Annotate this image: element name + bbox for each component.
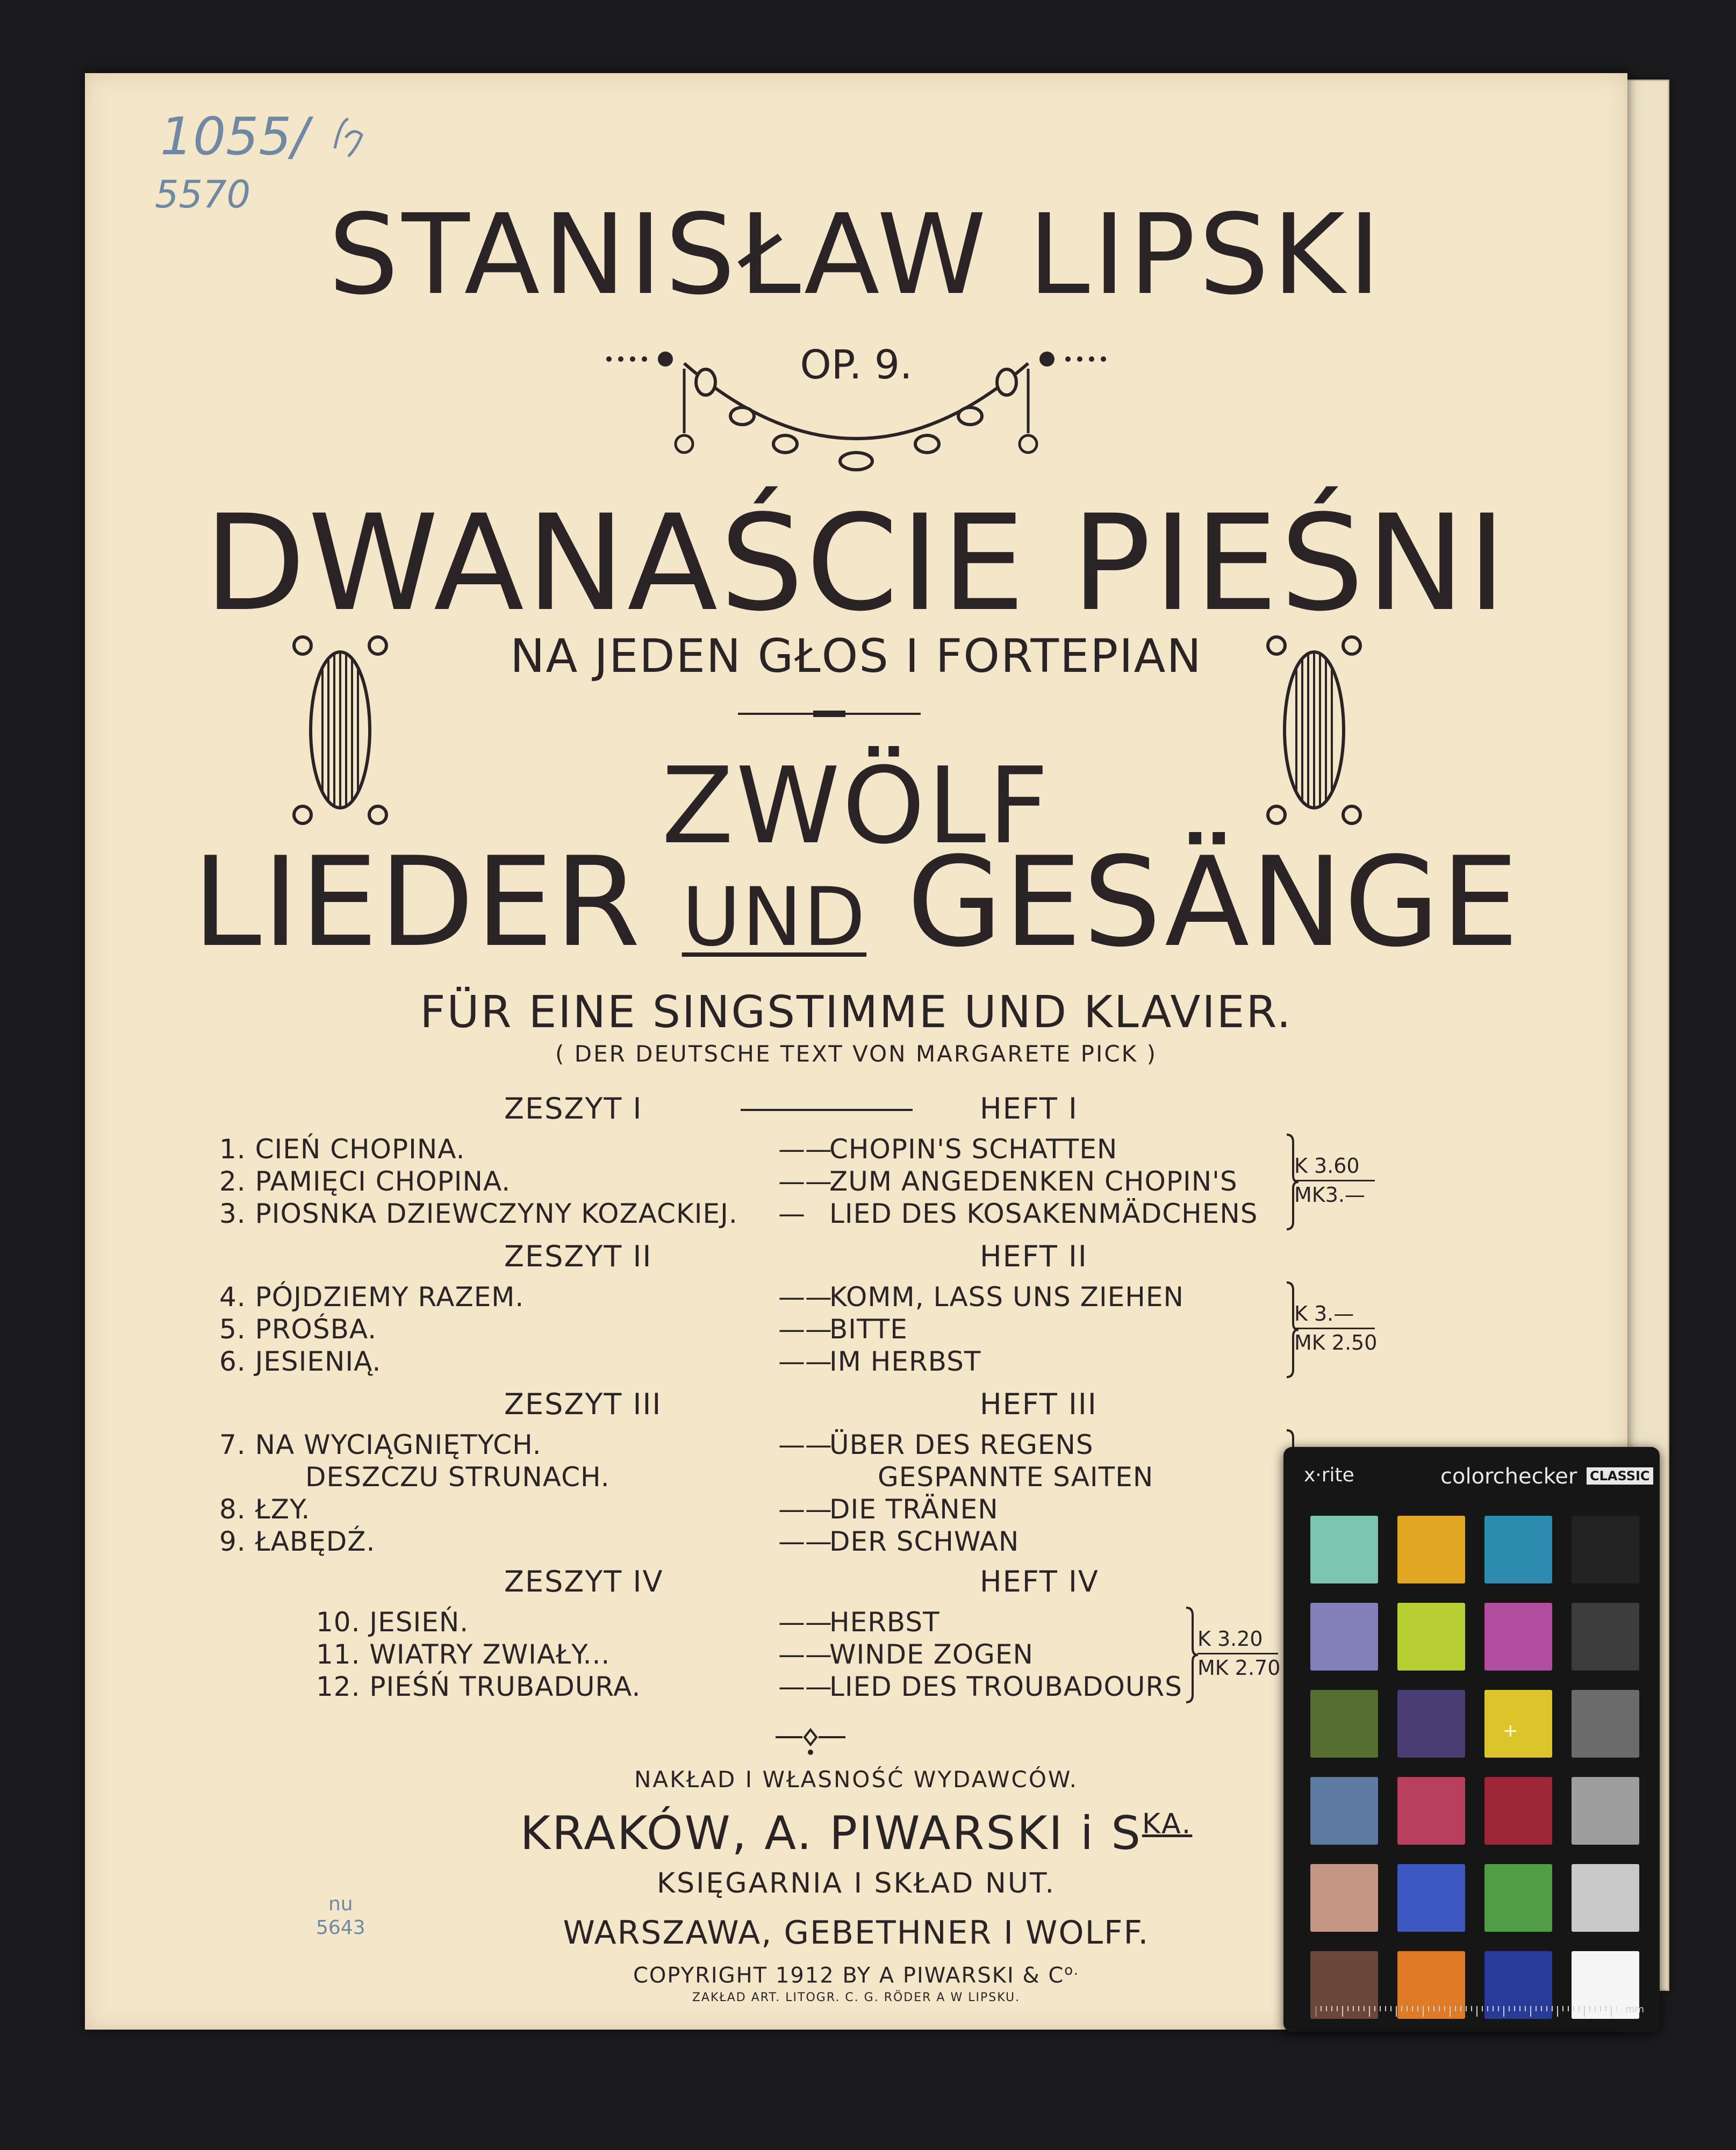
publisher-main-text: KRAKÓW, A. PIWARSKI i S: [520, 1807, 1142, 1860]
subtitle-german: FÜR EINE SINGSTIMME UND KLAVIER.: [420, 987, 1293, 1038]
ruler-unit: mm: [1625, 2004, 1645, 2015]
title-polish: DWANAŚCIE PIEŚNI: [204, 487, 1509, 641]
library-stamp-top: nu: [328, 1893, 353, 1915]
song-dash: ——: [778, 1166, 832, 1197]
song-title-polish: DESZCZU STRUNACH.: [305, 1461, 610, 1493]
group-brace: [1285, 1281, 1301, 1378]
publisher-divider-ornament: [776, 1726, 845, 1759]
group-brace: [1184, 1607, 1200, 1703]
copyright-sup: o.: [1064, 1962, 1080, 1979]
price-mark: MK3.—: [1294, 1183, 1365, 1207]
volume-heading-polish: ZESZYT III: [504, 1387, 662, 1421]
song-dash: ——: [778, 1639, 832, 1670]
color-patch: [1572, 1864, 1639, 1932]
song-title-polish: 6. JESIENIĄ.: [219, 1346, 382, 1377]
song-title-german: ÜBER DES REGENS: [829, 1429, 1094, 1460]
song-title-polish: 10. JESIEŃ.: [316, 1607, 469, 1638]
song-dash: —: [778, 1198, 805, 1229]
title-word-gesange: GESÄNGE: [907, 831, 1520, 974]
volume-heading-polish: ZESZYT I: [504, 1092, 643, 1126]
group-brace: [1285, 1134, 1301, 1230]
song-dash: ——: [778, 1134, 832, 1165]
volume-heading-german: HEFT I: [980, 1092, 1078, 1126]
price-rule: [1294, 1328, 1375, 1329]
title-word-lieder: LIEDER: [192, 831, 642, 974]
volume-heading-german: HEFT IV: [980, 1565, 1099, 1599]
song-title-german: WINDE ZOGEN: [829, 1639, 1034, 1670]
printer-line: ZAKŁAD ART. LITOGR. C. G. RÖDER A W LIPSKU.: [692, 1991, 1021, 2004]
subtitle-polish: NA JEDEN GŁOS I FORTEPIAN: [510, 629, 1202, 683]
price-mark: MK 2.50: [1294, 1331, 1378, 1354]
millimeter-ruler: [1316, 2006, 1617, 2019]
color-patch: [1310, 1777, 1378, 1845]
color-patch: [1397, 1516, 1465, 1583]
song-dash: ——: [778, 1607, 832, 1638]
publisher-sub: KSIĘGARNIA I SKŁAD NUT.: [656, 1867, 1056, 1900]
song-title-polish: 8. ŁZY.: [219, 1494, 311, 1525]
color-patch: [1310, 1864, 1378, 1932]
song-dash: ——: [778, 1346, 832, 1377]
song-title-polish: 7. NA WYCIĄGNIĘTYCH.: [219, 1429, 542, 1460]
song-title-german: DER SCHWAN: [829, 1526, 1020, 1557]
song-title-polish: 1. CIEŃ CHOPINA.: [219, 1134, 465, 1165]
color-patch: [1397, 1864, 1465, 1932]
song-title-polish: 4. PÓJDZIEMY RAZEM.: [219, 1281, 525, 1313]
song-title-german: IM HERBST: [829, 1346, 981, 1377]
color-patch: [1484, 1690, 1552, 1758]
color-patch: [1397, 1777, 1465, 1845]
title-word-und: UND: [682, 871, 867, 964]
song-title-german: LIED DES KOSAKENMÄDCHENS: [829, 1198, 1258, 1229]
song-title-polish: 3. PIOSNKA DZIEWCZYNY KOZACKIEJ.: [219, 1198, 738, 1229]
color-patch-grid: [1283, 1447, 1660, 2032]
volume-heading-polish: ZESZYT IV: [504, 1565, 664, 1599]
heading-rule: [741, 1109, 913, 1111]
price-kronen: K 3.60: [1294, 1154, 1360, 1178]
composer-name: STANISŁAW LIPSKI: [328, 190, 1385, 319]
color-patch: [1572, 1603, 1639, 1671]
publisher-main-sup: KA.: [1142, 1808, 1193, 1840]
copyright-text: COPYRIGHT 1912 BY A PIWARSKI & C: [633, 1963, 1065, 1988]
volume-heading-polish: ZESZYT II: [504, 1239, 652, 1273]
song-dash: ——: [778, 1314, 832, 1345]
price-rule: [1294, 1180, 1375, 1181]
shelf-number: 1055/: [160, 106, 309, 167]
crosshair-icon: +: [1503, 1720, 1518, 1742]
song-dash: ——: [778, 1526, 832, 1557]
color-patch: [1310, 1603, 1378, 1671]
song-title-german: GESPANNTE SAITEN: [878, 1461, 1154, 1493]
color-patch: [1572, 1690, 1639, 1758]
color-patch: [1484, 1864, 1552, 1932]
xrite-logo: x·rite: [1304, 1464, 1354, 1486]
translator-note: ( DER DEUTSCHE TEXT VON MARGARETE PICK ): [555, 1041, 1157, 1067]
colorchecker-product-name: colorchecker: [1440, 1464, 1577, 1489]
song-title-german: BITTE: [829, 1314, 908, 1345]
color-patch: [1572, 1777, 1639, 1845]
accession-number: 5570: [155, 173, 251, 217]
color-patch: [1484, 1516, 1552, 1583]
song-title-polish: 5. PROŚBA.: [219, 1314, 377, 1345]
color-patch: [1397, 1603, 1465, 1671]
song-title-german: KOMM, LASS UNS ZIEHEN: [829, 1281, 1184, 1313]
library-stamp: [316, 1893, 365, 1940]
price-rule: [1197, 1653, 1278, 1654]
color-patch: [1397, 1690, 1465, 1758]
volume-heading-german: HEFT III: [980, 1387, 1097, 1421]
color-checker-card: [1283, 1447, 1660, 2032]
title-german-line1: ZWÖLF: [661, 745, 1051, 868]
song-title-polish: 2. PAMIĘCI CHOPINA.: [219, 1166, 511, 1197]
color-patch: [1310, 1516, 1378, 1583]
publisher-second: WARSZAWA, GEBETHNER I WOLFF.: [563, 1914, 1150, 1952]
song-dash: ——: [778, 1671, 832, 1702]
color-patch: [1484, 1603, 1552, 1671]
price-mark: MK 2.70: [1197, 1656, 1281, 1680]
song-title-german: HERBST: [829, 1607, 940, 1638]
library-stamp-bottom: 5643: [316, 1917, 365, 1939]
price-kronen: K 3.—: [1294, 1302, 1354, 1325]
colorchecker-edition-badge: CLASSIC: [1587, 1467, 1653, 1485]
song-dash: ——: [778, 1494, 832, 1525]
song-dash: ——: [778, 1281, 832, 1313]
opus-number: OP. 9.: [800, 342, 913, 388]
volume-heading-german: HEFT II: [980, 1239, 1088, 1273]
song-title-german: CHOPIN'S SCHATTEN: [829, 1134, 1118, 1165]
song-dash: ——: [778, 1429, 832, 1460]
song-title-polish: 12. PIEŚŃ TRUBADURA.: [316, 1671, 641, 1702]
color-patch: [1484, 1777, 1552, 1845]
song-title-german: DIE TRÄNEN: [829, 1494, 999, 1525]
song-title-polish: 11. WIATRY ZWIAŁY...: [316, 1639, 611, 1670]
color-patch: [1572, 1516, 1639, 1583]
publisher-note: NAKŁAD I WŁASNOŚĆ WYDAWCÓW.: [634, 1766, 1078, 1793]
color-patch: [1310, 1690, 1378, 1758]
song-title-german: ZUM ANGEDENKEN CHOPIN'S: [829, 1166, 1238, 1197]
price-kronen: K 3.20: [1197, 1627, 1263, 1651]
song-title-german: LIED DES TROUBADOURS: [829, 1671, 1182, 1702]
song-title-polish: 9. ŁABĘDŹ.: [219, 1526, 376, 1557]
